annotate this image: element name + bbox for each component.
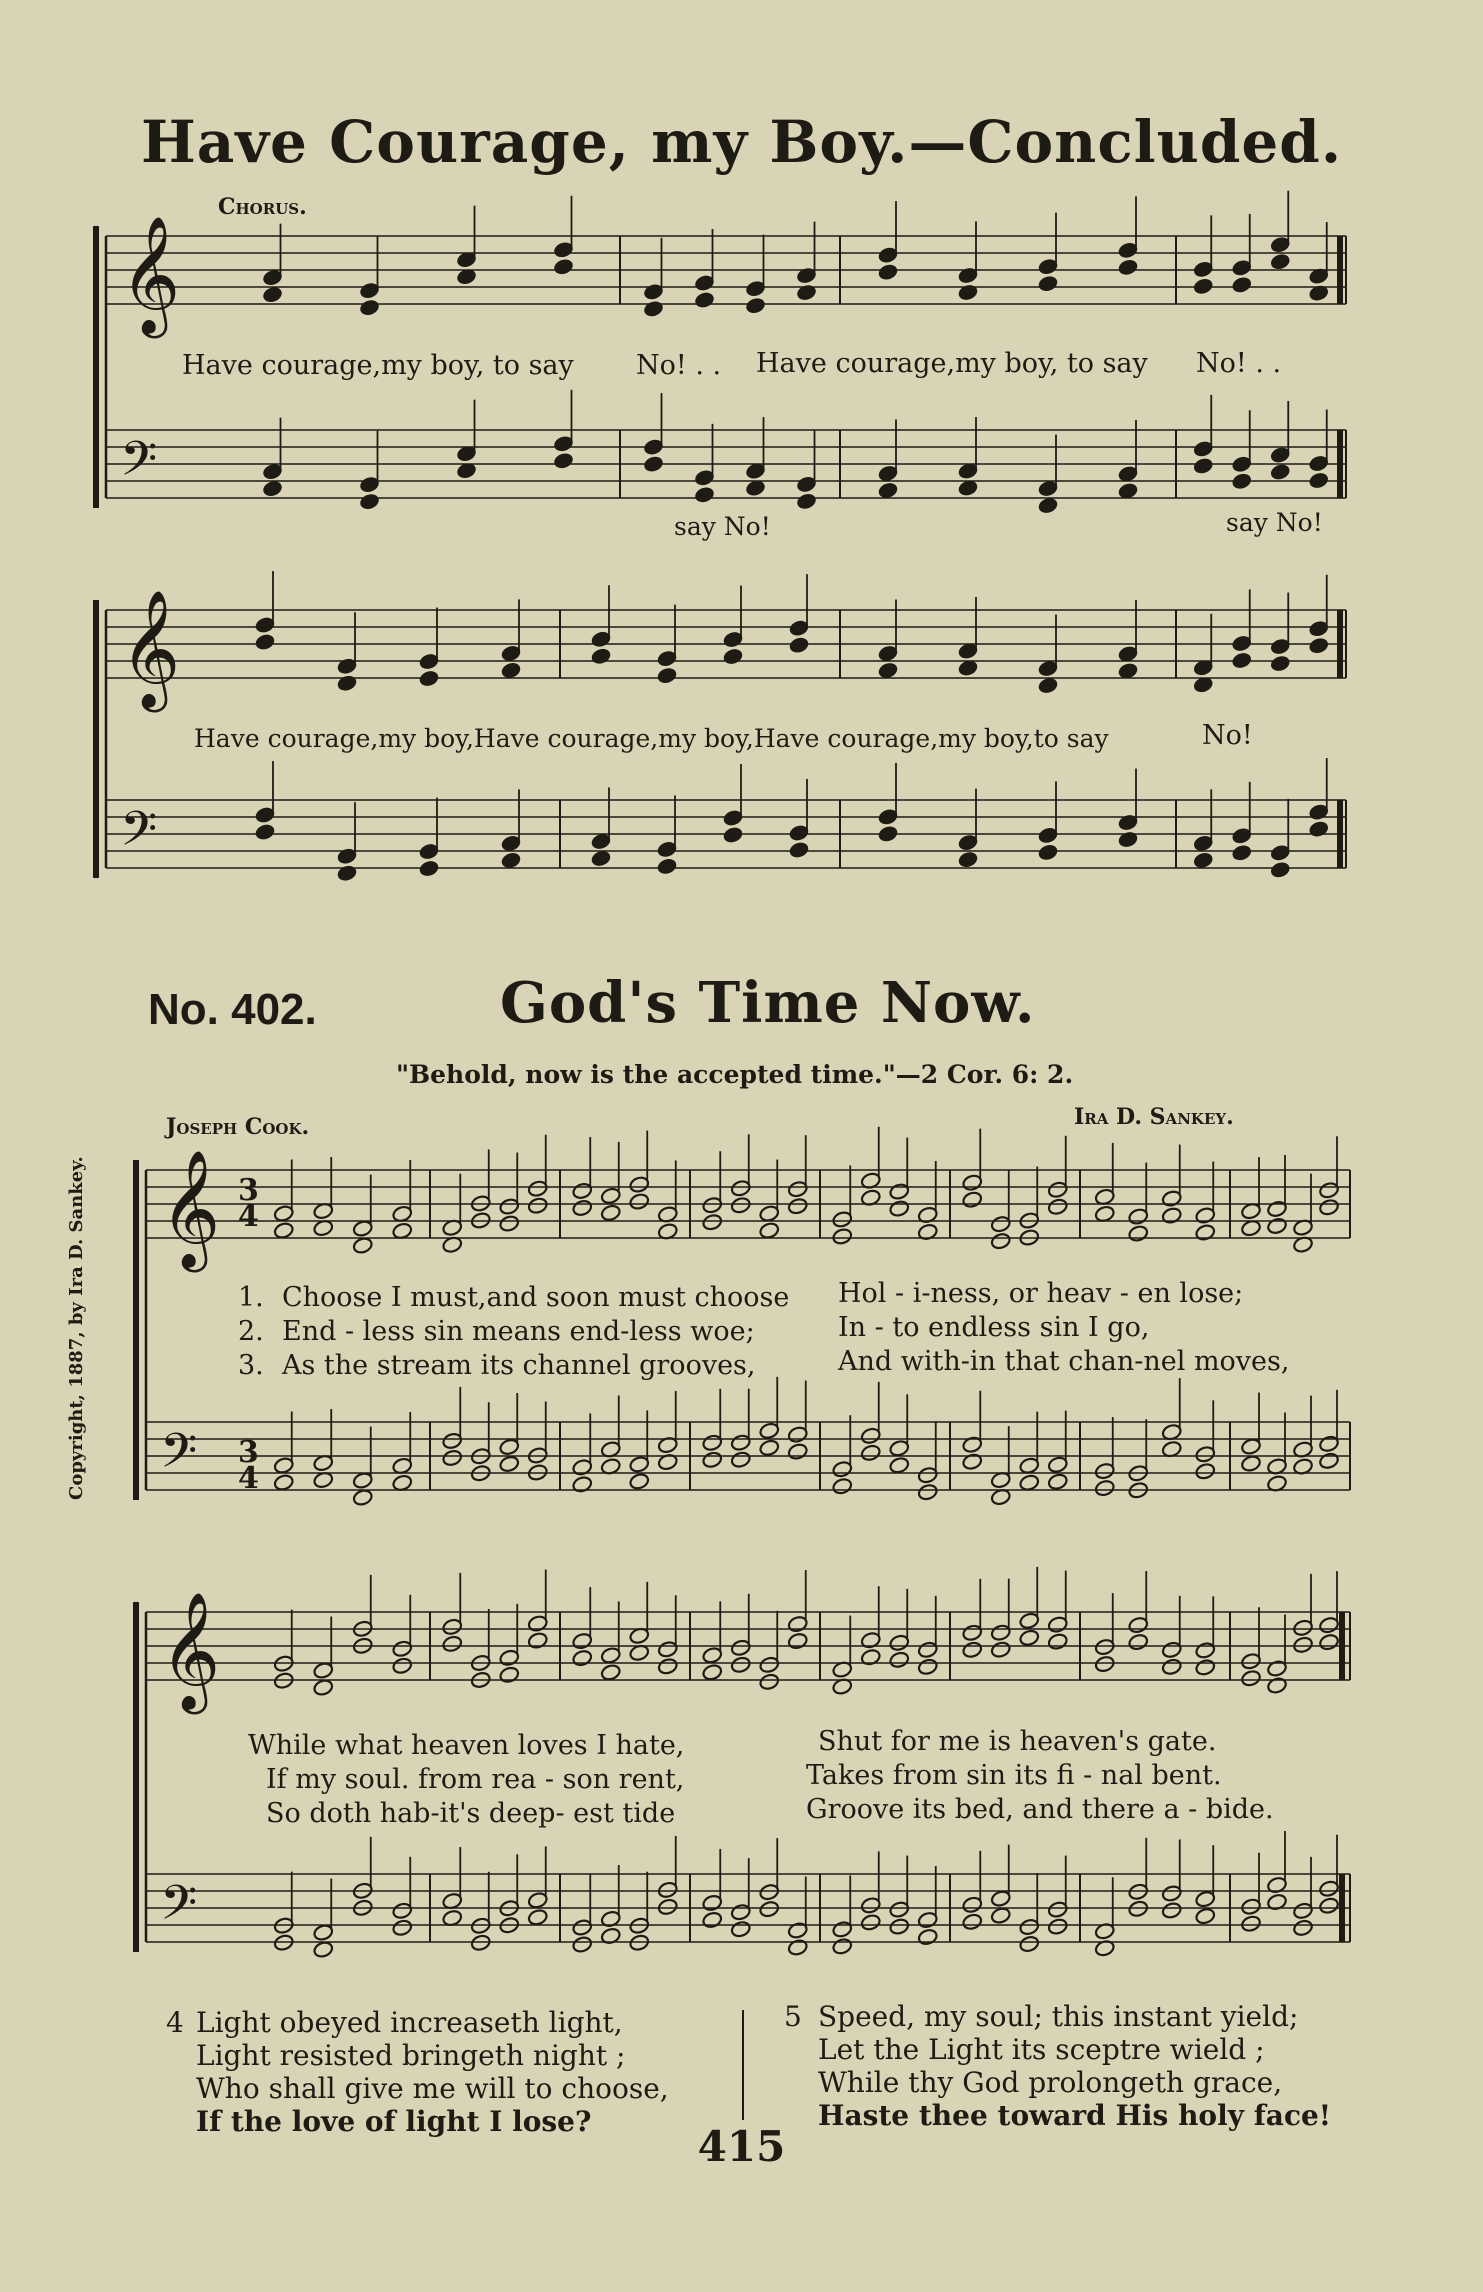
note-head: [889, 1456, 910, 1474]
stanza5-line3: While thy God prolongeth grace,: [818, 2066, 1283, 2099]
note-head: [1270, 654, 1291, 672]
note-head: [1231, 651, 1252, 669]
note-head: [1231, 472, 1252, 490]
note-head: [442, 1449, 463, 1467]
chorus-label: Chorus.: [218, 194, 307, 220]
note-head: [722, 826, 743, 844]
note-head: [657, 1657, 678, 1675]
author: Joseph Cook.: [166, 1114, 310, 1140]
note-head: [1117, 258, 1138, 276]
note-head: [787, 1938, 808, 1956]
note-head: [553, 452, 574, 470]
note-head: [527, 1197, 548, 1215]
note-head: [392, 1919, 413, 1937]
note-head: [787, 1197, 808, 1215]
note-head: [1308, 820, 1329, 838]
note-head: [1240, 1669, 1261, 1687]
composer: Ira D. Sankey.: [1074, 1104, 1234, 1130]
time-top: 3: [238, 1173, 259, 1208]
note-head: [1193, 277, 1214, 295]
note-head: [759, 1221, 780, 1239]
note-head: [553, 258, 574, 276]
verse1-num: 1.: [238, 1282, 264, 1313]
note-head: [702, 1911, 723, 1929]
note-head: [1195, 1658, 1216, 1676]
hymn-number: No. 402.: [148, 985, 317, 1034]
stanza5-line2: Let the Light its sceptre wield ;: [818, 2033, 1265, 2066]
note-head: [1037, 496, 1058, 514]
note-head: [418, 859, 439, 877]
note-head: [917, 1658, 938, 1676]
note-head: [313, 1678, 334, 1696]
verse1-d: Shut for me is heaven's gate.: [818, 1726, 1217, 1757]
note-head: [1047, 1198, 1068, 1216]
note-head: [1318, 1897, 1339, 1915]
bass-say-no-1: say No!: [674, 512, 771, 541]
note-head: [336, 864, 357, 882]
note-head: [1019, 1629, 1040, 1647]
verse3-num: 3.: [238, 1350, 264, 1381]
note-head: [273, 1221, 294, 1239]
chorus-lyric-line2: Have courage,my boy,Have courage,my boy,Have courage,my boy,to say: [194, 724, 1109, 753]
note-head: [656, 666, 677, 684]
note-head: [962, 1641, 983, 1659]
note-head: [832, 1227, 853, 1245]
note-head: [745, 296, 766, 314]
note-head: [392, 1657, 413, 1675]
note-head: [730, 1656, 751, 1674]
note-head: [832, 1477, 853, 1495]
note-head: [1266, 1217, 1287, 1235]
stanza5-num: 5: [784, 2000, 802, 2033]
note-head: [917, 1483, 938, 1501]
note-head: [1318, 1198, 1339, 1216]
note-head: [730, 1450, 751, 1468]
page-title: Have Courage, my Boy.—Concluded.: [140, 108, 1343, 176]
note-head: [1193, 851, 1214, 869]
note-head: [860, 1913, 881, 1931]
time-signature-treble: [238, 1173, 259, 1234]
note-head: [788, 636, 809, 654]
treble-clef: 𝄞: [160, 1149, 221, 1269]
note-head: [1019, 1474, 1040, 1492]
note-head: [730, 1196, 751, 1214]
note-head: [1195, 1907, 1216, 1925]
note-head: [1128, 1224, 1149, 1242]
note-head: [254, 633, 275, 651]
verse1-c: While what heaven loves I hate,: [248, 1730, 685, 1761]
verse3-d: Groove its bed, and there a - bide.: [806, 1794, 1274, 1825]
note-head: [877, 825, 898, 843]
note-head: [832, 1937, 853, 1955]
note-head: [1240, 1454, 1261, 1472]
note-head: [1161, 1901, 1182, 1919]
note-head: [1195, 1462, 1216, 1480]
note-head: [889, 1651, 910, 1669]
note-head: [572, 1649, 593, 1667]
note-head: [1037, 676, 1058, 694]
chorus-lyric-b: No! . .: [636, 350, 722, 381]
note-head: [730, 1920, 751, 1938]
note-head: [694, 291, 715, 309]
stanza5-line1: Speed, my soul; this instant yield;: [818, 2000, 1299, 2033]
note-head: [877, 263, 898, 281]
note-head: [470, 1934, 491, 1952]
note-head: [694, 486, 715, 504]
note-head: [1094, 1655, 1115, 1673]
bass-clef: 𝄢: [120, 800, 158, 869]
chorus-lyric-c: Have courage,my boy, to say: [756, 348, 1148, 379]
time-top-bass: 3: [238, 1435, 259, 1470]
note-head: [702, 1213, 723, 1231]
note-head: [600, 1663, 621, 1681]
note-head: [352, 1488, 373, 1506]
note-head: [418, 669, 439, 687]
note-head: [796, 492, 817, 510]
note-head: [527, 1631, 548, 1649]
note-head: [787, 1632, 808, 1650]
bass-clef: 𝄢: [160, 1422, 198, 1491]
note-head: [359, 298, 380, 316]
note-head: [500, 851, 521, 869]
note-head: [962, 1190, 983, 1208]
note-head: [1292, 1919, 1313, 1937]
stanza4-line3: Who shall give me will to choose,: [196, 2072, 669, 2105]
note-head: [1047, 1473, 1068, 1491]
verse1-b: Hol - i-ness, or heav - en lose;: [838, 1278, 1244, 1309]
verse2-a: End - less sin means end-less woe;: [282, 1316, 755, 1347]
note-head: [990, 1640, 1011, 1658]
note-head: [860, 1444, 881, 1462]
note-head: [1318, 1633, 1339, 1651]
note-head: [499, 1214, 520, 1232]
note-head: [1231, 844, 1252, 862]
note-head: [629, 1192, 650, 1210]
note-head: [1094, 1479, 1115, 1497]
bass-say-no-2: say No!: [1226, 508, 1323, 537]
verse2-d: Takes from sin its fi - nal bent.: [806, 1760, 1222, 1791]
note-head: [877, 481, 898, 499]
note-head: [572, 1475, 593, 1493]
note-head: [1161, 1658, 1182, 1676]
note-head: [1161, 1206, 1182, 1224]
note-head: [657, 1898, 678, 1916]
note-head: [1019, 1935, 1040, 1953]
note-head: [957, 850, 978, 868]
note-head: [336, 674, 357, 692]
verse3-a: As the stream its channel grooves,: [282, 1350, 756, 1381]
note-head: [990, 1906, 1011, 1924]
note-head: [262, 285, 283, 303]
note-head: [499, 1455, 520, 1473]
treble-clef: 𝄞: [160, 1591, 221, 1711]
note-head: [1308, 471, 1329, 489]
note-head: [643, 455, 664, 473]
page-number: 415: [697, 2122, 786, 2171]
treble-clef: 𝄞: [120, 589, 181, 709]
note-head: [1193, 457, 1214, 475]
note-head: [1128, 1900, 1149, 1918]
note-head: [788, 841, 809, 859]
stanza4-num: 4: [166, 2006, 184, 2039]
verse3-c: So doth hab-it's deep- est tide: [266, 1798, 676, 1829]
note-head: [1231, 276, 1252, 294]
note-head: [917, 1928, 938, 1946]
note-head: [1292, 1636, 1313, 1654]
chorus-lyric-a: Have courage,my boy, to say: [182, 350, 574, 381]
verse2-c: If my soul. from rea - son rent,: [266, 1764, 685, 1795]
note-head: [889, 1199, 910, 1217]
note-head: [1270, 861, 1291, 879]
note-head: [1117, 830, 1138, 848]
note-head: [500, 661, 521, 679]
note-head: [359, 492, 380, 510]
note-head: [1037, 274, 1058, 292]
note-head: [1240, 1914, 1261, 1932]
note-head: [1047, 1632, 1068, 1650]
note-head: [759, 1673, 780, 1691]
verse3-b: And with-in that chan-nel moves,: [838, 1346, 1290, 1377]
note-head: [1318, 1452, 1339, 1470]
chorus-lyric-line2-end: No!: [1202, 720, 1253, 751]
note-head: [722, 647, 743, 665]
note-head: [787, 1442, 808, 1460]
note-head: [1037, 843, 1058, 861]
verse1-a: Choose I must,and soon must choose: [282, 1282, 790, 1313]
note-head: [796, 283, 817, 301]
bass-clef: 𝄢: [120, 430, 158, 499]
stanza4-line4: If the love of light I lose?: [196, 2105, 592, 2138]
note-head: [962, 1913, 983, 1931]
note-head: [572, 1935, 593, 1953]
note-head: [759, 1439, 780, 1457]
chorus-lyric-d: No! . .: [1196, 348, 1282, 379]
verse2-b: In - to endless sin I go,: [838, 1312, 1150, 1343]
copyright-notice: Copyright, 1887, by Ira D. Sankey.: [66, 1156, 87, 1500]
note-head: [1270, 463, 1291, 481]
stanza4-line1: Light obeyed increaseth light,: [196, 2006, 623, 2039]
epigraph: "Behold, now is the accepted time."—2 Cor. 6: 2.: [396, 1060, 1074, 1089]
note-head: [957, 283, 978, 301]
note-head: [1266, 1676, 1287, 1694]
note-head: [273, 1473, 294, 1491]
note-head: [889, 1917, 910, 1935]
treble-clef: 𝄞: [120, 215, 181, 335]
note-head: [590, 647, 611, 665]
note-head: [600, 1204, 621, 1222]
note-head: [499, 1666, 520, 1684]
note-head: [643, 300, 664, 318]
note-head: [702, 1451, 723, 1469]
note-head: [1128, 1633, 1149, 1651]
stanza-divider: [742, 2010, 744, 2120]
stanza5-line4: Haste thee toward His holy face!: [818, 2099, 1332, 2132]
time-bottom: 4: [238, 1199, 259, 1234]
note-head: [1270, 253, 1291, 271]
note-head: [254, 823, 275, 841]
stanza4-line2: Light resisted bringeth night ;: [196, 2039, 626, 2072]
note-head: [656, 857, 677, 875]
note-head: [1308, 637, 1329, 655]
note-head: [877, 661, 898, 679]
note-head: [527, 1908, 548, 1926]
note-head: [1195, 1223, 1216, 1241]
note-head: [759, 1900, 780, 1918]
note-head: [1047, 1917, 1068, 1935]
hymn-title: God's Time Now.: [500, 970, 1036, 1036]
note-head: [262, 479, 283, 497]
note-head: [702, 1663, 723, 1681]
verse2-num: 2.: [238, 1316, 264, 1347]
note-head: [990, 1232, 1011, 1250]
note-head: [313, 1940, 334, 1958]
note-head: [352, 1236, 373, 1254]
note-head: [442, 1635, 463, 1653]
time-bottom-bass: 4: [238, 1461, 259, 1496]
note-head: [572, 1199, 593, 1217]
bass-clef: 𝄢: [160, 1874, 198, 1943]
time-signature-bass: [238, 1435, 259, 1496]
note-head: [590, 849, 611, 867]
note-head: [629, 1472, 650, 1490]
